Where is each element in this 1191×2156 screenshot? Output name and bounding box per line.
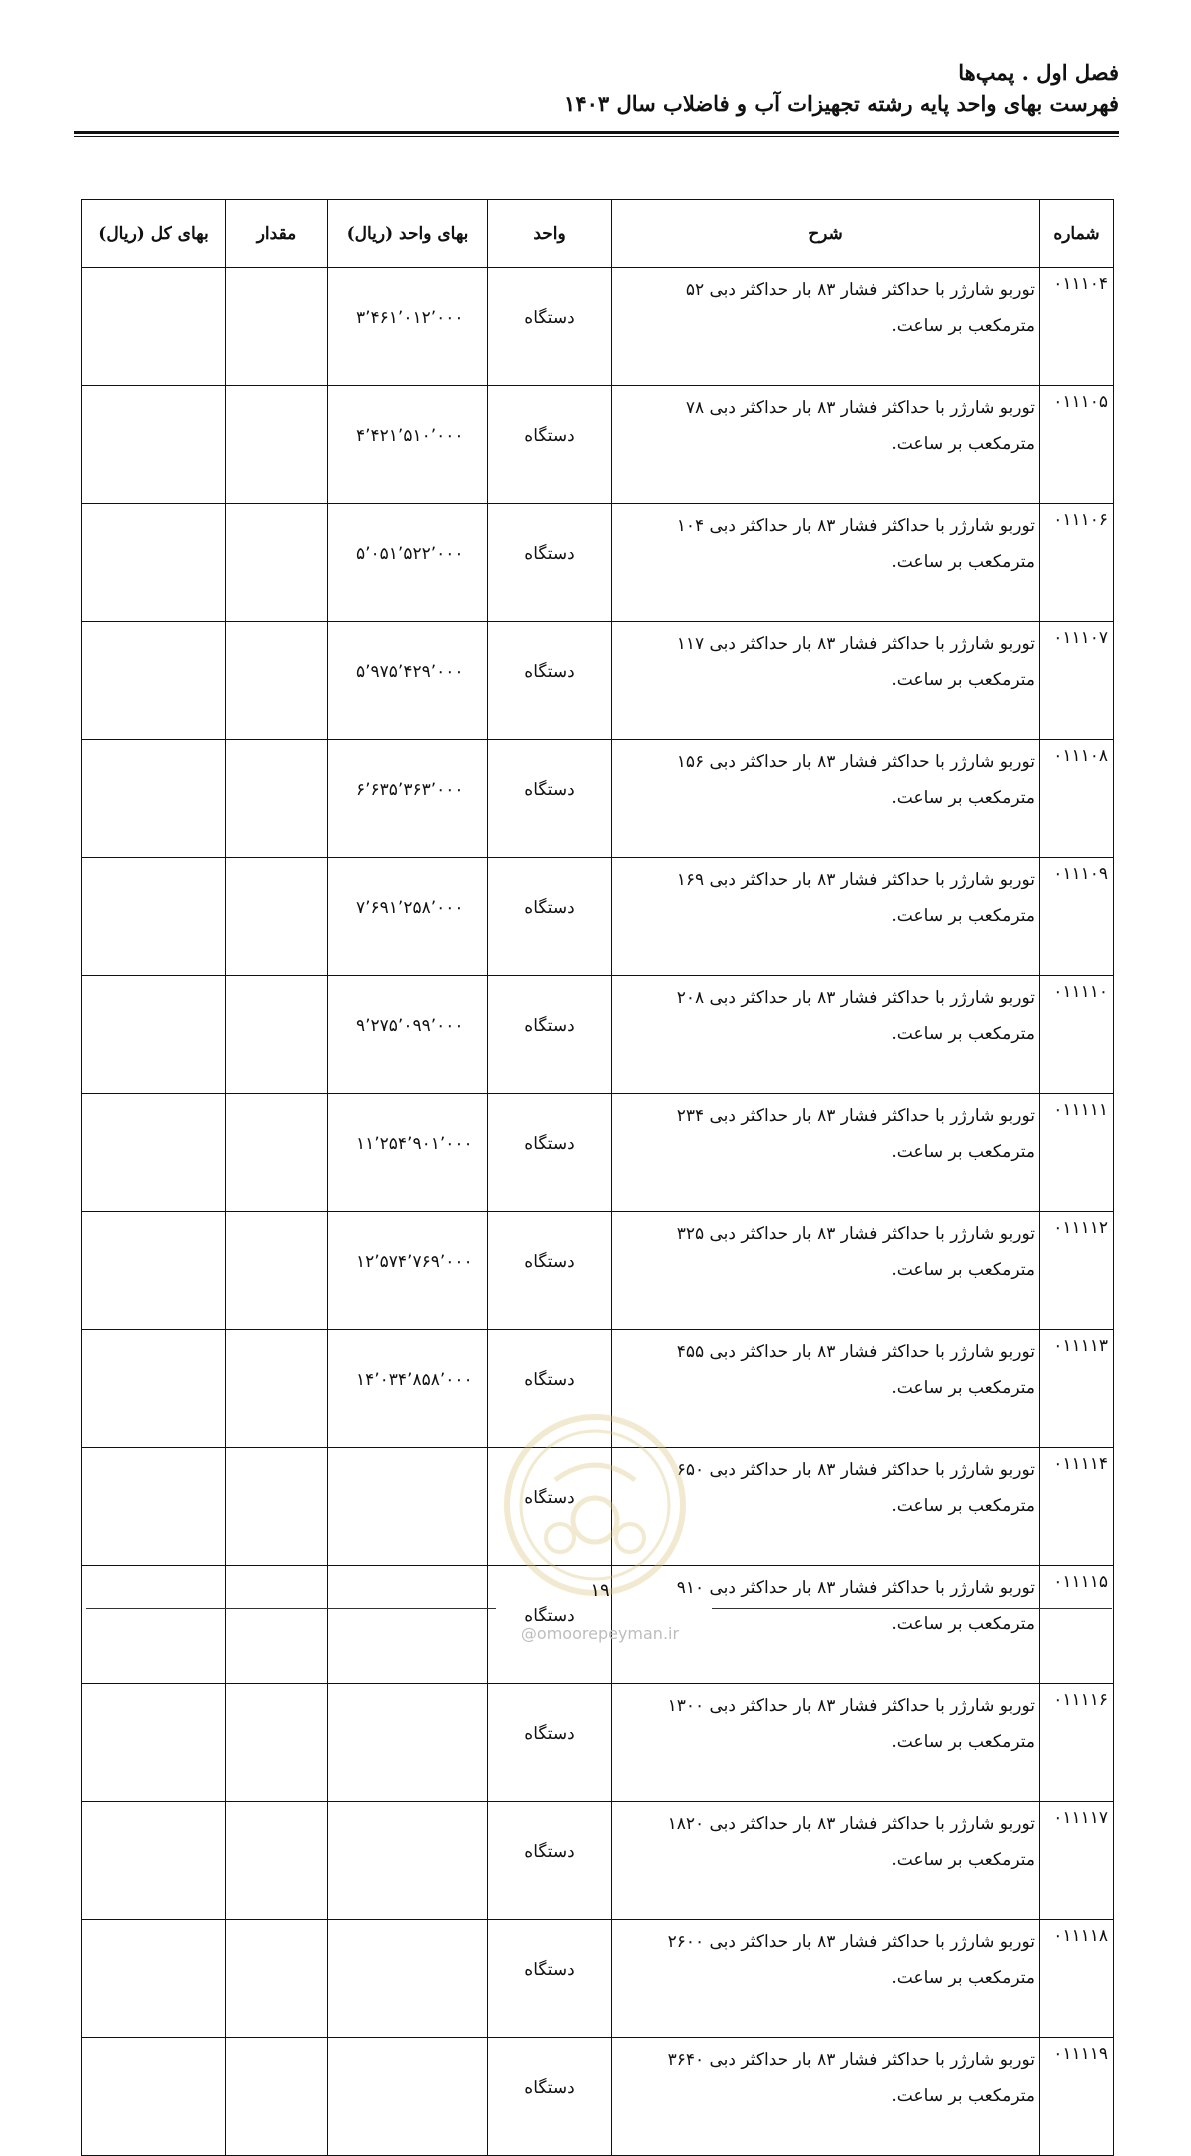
header-total-price: بهای کل (ریال): [82, 200, 226, 268]
cell-quantity: [226, 1448, 328, 1566]
description-line-1: توربو شارژر با حداکثر فشار ۸۳ بار حداکثر دبی ۶۵۰: [676, 1460, 1035, 1480]
cell-quantity: [226, 1212, 328, 1330]
cell-unit-price: [328, 1448, 488, 1566]
cell-description: [612, 1094, 1040, 1212]
cell-number: ۰۱۱۱۱۳: [1040, 1330, 1114, 1448]
cell-unit: دستگاه: [488, 1094, 612, 1212]
cell-unit: دستگاه: [488, 1566, 612, 1684]
table-row: [82, 740, 1114, 858]
table-row: [82, 268, 1114, 386]
description-line-1: توربو شارژر با حداکثر فشار ۸۳ بار حداکثر دبی ۹۱۰: [676, 1578, 1035, 1598]
description-line-2: مترمکعب بر ساعت.: [891, 1260, 1035, 1280]
page-header: [564, 58, 1119, 120]
page-number: ۱۹: [590, 1580, 610, 1601]
cell-total-price: [82, 976, 226, 1094]
document-title: فهرست بهای واحد پایه رشته تجهیزات آب و فاضلاب سال ۱۴۰۳: [564, 91, 1119, 116]
description-line-1: توربو شارژر با حداکثر فشار ۸۳ بار حداکثر دبی ۱۳۰۰: [667, 1696, 1035, 1716]
cell-number: ۰۱۱۱۱۶: [1040, 1684, 1114, 1802]
cell-total-price: [82, 1448, 226, 1566]
cell-unit: دستگاه: [488, 386, 612, 504]
table-row: [82, 622, 1114, 740]
description-line-1: توربو شارژر با حداکثر فشار ۸۳ بار حداکثر دبی ۱۱۷: [676, 634, 1035, 654]
cell-number: ۰۱۱۱۱۲: [1040, 1212, 1114, 1330]
cell-description: [612, 1920, 1040, 2038]
cell-total-price: [82, 1330, 226, 1448]
cell-unit: دستگاه: [488, 976, 612, 1094]
table-header-row: [82, 200, 1114, 268]
description-line-2: مترمکعب بر ساعت.: [891, 1614, 1035, 1634]
price-table: [81, 199, 1114, 2156]
cell-total-price: [82, 858, 226, 976]
header-number: شماره: [1040, 200, 1114, 268]
cell-description: [612, 1684, 1040, 1802]
description-line-2: مترمکعب بر ساعت.: [891, 1496, 1035, 1516]
cell-unit: دستگاه: [488, 740, 612, 858]
cell-unit-price: [328, 1802, 488, 1920]
description-line-2: مترمکعب بر ساعت.: [891, 434, 1035, 454]
cell-total-price: [82, 1920, 226, 2038]
cell-quantity: [226, 622, 328, 740]
cell-unit-price: [328, 1566, 488, 1684]
cell-total-price: [82, 1802, 226, 1920]
header-unit: واحد: [488, 200, 612, 268]
cell-unit-price: ۷٬۶۹۱٬۲۵۸٬۰۰۰: [328, 858, 488, 976]
cell-number: ۰۱۱۱۰۷: [1040, 622, 1114, 740]
cell-unit: دستگاه: [488, 622, 612, 740]
cell-unit-price: ۳٬۴۶۱٬۰۱۲٬۰۰۰: [328, 268, 488, 386]
cell-total-price: [82, 386, 226, 504]
cell-quantity: [226, 1684, 328, 1802]
cell-number: ۰۱۱۱۰۴: [1040, 268, 1114, 386]
cell-number: ۰۱۱۱۱۴: [1040, 1448, 1114, 1566]
cell-quantity: [226, 1330, 328, 1448]
watermark-seal: [500, 1410, 690, 1600]
cell-unit-price: [328, 1684, 488, 1802]
cell-number: ۰۱۱۱۱۹: [1040, 2038, 1114, 2156]
cell-unit: دستگاه: [488, 2038, 612, 2156]
cell-unit: دستگاه: [488, 1212, 612, 1330]
cell-quantity: [226, 1566, 328, 1684]
cell-unit: دستگاه: [488, 1448, 612, 1566]
cell-number: ۰۱۱۱۱۷: [1040, 1802, 1114, 1920]
description-line-1: توربو شارژر با حداکثر فشار ۸۳ بار حداکثر دبی ۳۲۵: [676, 1224, 1035, 1244]
chapter-title: فصل اول . پمپ‌ها: [958, 60, 1119, 85]
cell-unit: دستگاه: [488, 1802, 612, 1920]
description-line-2: مترمکعب بر ساعت.: [891, 1850, 1035, 1870]
cell-total-price: [82, 2038, 226, 2156]
description-line-1: توربو شارژر با حداکثر فشار ۸۳ بار حداکثر دبی ۲۳۴: [676, 1106, 1035, 1126]
description-line-2: مترمکعب بر ساعت.: [891, 1142, 1035, 1162]
cell-total-price: [82, 504, 226, 622]
cell-unit-price: ۱۱٬۲۵۴٬۹۰۱٬۰۰۰: [328, 1094, 488, 1212]
cell-unit-price: ۵٬۰۵۱٬۵۲۲٬۰۰۰: [328, 504, 488, 622]
table-row: [82, 858, 1114, 976]
description-line-2: مترمکعب بر ساعت.: [891, 670, 1035, 690]
table-row: [82, 504, 1114, 622]
footer-rule-right: [712, 1608, 1112, 1609]
table-row: [82, 1212, 1114, 1330]
cell-number: ۰۱۱۱۰۵: [1040, 386, 1114, 504]
cell-unit: دستگاه: [488, 504, 612, 622]
cell-quantity: [226, 740, 328, 858]
cell-quantity: [226, 2038, 328, 2156]
table-body: [82, 268, 1114, 2156]
cell-description: [612, 386, 1040, 504]
cell-total-price: [82, 740, 226, 858]
cell-total-price: [82, 1684, 226, 1802]
cell-quantity: [226, 858, 328, 976]
description-line-2: مترمکعب بر ساعت.: [891, 1968, 1035, 1988]
description-line-2: مترمکعب بر ساعت.: [891, 1378, 1035, 1398]
table-row: [82, 1802, 1114, 1920]
cell-quantity: [226, 1802, 328, 1920]
header-rule-thick: [74, 131, 1119, 134]
cell-number: ۰۱۱۱۱۵: [1040, 1566, 1114, 1684]
description-line-1: توربو شارژر با حداکثر فشار ۸۳ بار حداکثر دبی ۱۶۹: [676, 870, 1035, 890]
cell-unit: دستگاه: [488, 1684, 612, 1802]
description-line-1: توربو شارژر با حداکثر فشار ۸۳ بار حداکثر دبی ۱۵۶: [676, 752, 1035, 772]
description-line-1: توربو شارژر با حداکثر فشار ۸۳ بار حداکثر دبی ۵۲: [685, 280, 1035, 300]
cell-total-price: [82, 1094, 226, 1212]
cell-number: ۰۱۱۱۱۱: [1040, 1094, 1114, 1212]
table-row: [82, 976, 1114, 1094]
cell-quantity: [226, 268, 328, 386]
cell-unit-price: ۶٬۶۳۵٬۳۶۳٬۰۰۰: [328, 740, 488, 858]
footer-rule-left: [86, 1608, 496, 1609]
description-line-2: مترمکعب بر ساعت.: [891, 2086, 1035, 2106]
cell-unit-price: ۹٬۲۷۵٬۰۹۹٬۰۰۰: [328, 976, 488, 1094]
cell-description: [612, 2038, 1040, 2156]
description-line-1: توربو شارژر با حداکثر فشار ۸۳ بار حداکثر دبی ۳۶۴۰: [667, 2050, 1035, 2070]
description-line-2: مترمکعب بر ساعت.: [891, 1024, 1035, 1044]
watermark-site: @omoorepeyman.ir: [520, 1624, 680, 1643]
description-line-1: توربو شارژر با حداکثر فشار ۸۳ بار حداکثر دبی ۲۰۸: [676, 988, 1035, 1008]
cell-description: [612, 268, 1040, 386]
description-line-1: توربو شارژر با حداکثر فشار ۸۳ بار حداکثر دبی ۱۸۲۰: [667, 1814, 1035, 1834]
cell-quantity: [226, 1094, 328, 1212]
cell-description: [612, 976, 1040, 1094]
description-line-1: توربو شارژر با حداکثر فشار ۸۳ بار حداکثر دبی ۴۵۵: [676, 1342, 1035, 1362]
cell-number: ۰۱۱۱۰۹: [1040, 858, 1114, 976]
cell-description: [612, 1212, 1040, 1330]
cell-unit-price: ۵٬۹۷۵٬۴۲۹٬۰۰۰: [328, 622, 488, 740]
cell-unit-price: ۱۴٬۰۳۴٬۸۵۸٬۰۰۰: [328, 1330, 488, 1448]
description-line-2: مترمکعب بر ساعت.: [891, 1732, 1035, 1752]
cell-unit: دستگاه: [488, 1330, 612, 1448]
cell-unit-price: ۱۲٬۵۷۴٬۷۶۹٬۰۰۰: [328, 1212, 488, 1330]
header-description: شرح: [612, 200, 1040, 268]
cell-unit: دستگاه: [488, 1920, 612, 2038]
cell-quantity: [226, 1920, 328, 2038]
cell-description: [612, 858, 1040, 976]
cell-quantity: [226, 504, 328, 622]
description-line-1: توربو شارژر با حداکثر فشار ۸۳ بار حداکثر دبی ۲۶۰۰: [667, 1932, 1035, 1952]
cell-unit-price: [328, 1920, 488, 2038]
cell-total-price: [82, 1566, 226, 1684]
cell-total-price: [82, 1212, 226, 1330]
header-quantity: مقدار: [226, 200, 328, 268]
cell-unit: دستگاه: [488, 268, 612, 386]
description-line-1: توربو شارژر با حداکثر فشار ۸۳ بار حداکثر دبی ۱۰۴: [676, 516, 1035, 536]
table-row: [82, 386, 1114, 504]
description-line-2: مترمکعب بر ساعت.: [891, 552, 1035, 572]
cell-description: [612, 504, 1040, 622]
header-unit-price: بهای واحد (ریال): [328, 200, 488, 268]
description-line-2: مترمکعب بر ساعت.: [891, 788, 1035, 808]
table-row: [82, 1094, 1114, 1212]
cell-quantity: [226, 976, 328, 1094]
cell-description: [612, 1802, 1040, 1920]
cell-total-price: [82, 622, 226, 740]
cell-number: ۰۱۱۱۰۶: [1040, 504, 1114, 622]
cell-total-price: [82, 268, 226, 386]
header-rule-thin: [74, 136, 1119, 137]
cell-number: ۰۱۱۱۱۸: [1040, 1920, 1114, 2038]
description-line-2: مترمکعب بر ساعت.: [891, 316, 1035, 336]
table-row: [82, 1684, 1114, 1802]
cell-unit-price: [328, 2038, 488, 2156]
cell-unit: دستگاه: [488, 858, 612, 976]
cell-number: ۰۱۱۱۱۰: [1040, 976, 1114, 1094]
cell-description: [612, 740, 1040, 858]
cell-number: ۰۱۱۱۰۸: [1040, 740, 1114, 858]
table-row: [82, 1920, 1114, 2038]
description-line-1: توربو شارژر با حداکثر فشار ۸۳ بار حداکثر دبی ۷۸: [685, 398, 1035, 418]
description-line-2: مترمکعب بر ساعت.: [891, 906, 1035, 926]
cell-quantity: [226, 386, 328, 504]
cell-description: [612, 622, 1040, 740]
table-row: [82, 2038, 1114, 2156]
cell-unit-price: ۴٬۴۲۱٬۵۱۰٬۰۰۰: [328, 386, 488, 504]
